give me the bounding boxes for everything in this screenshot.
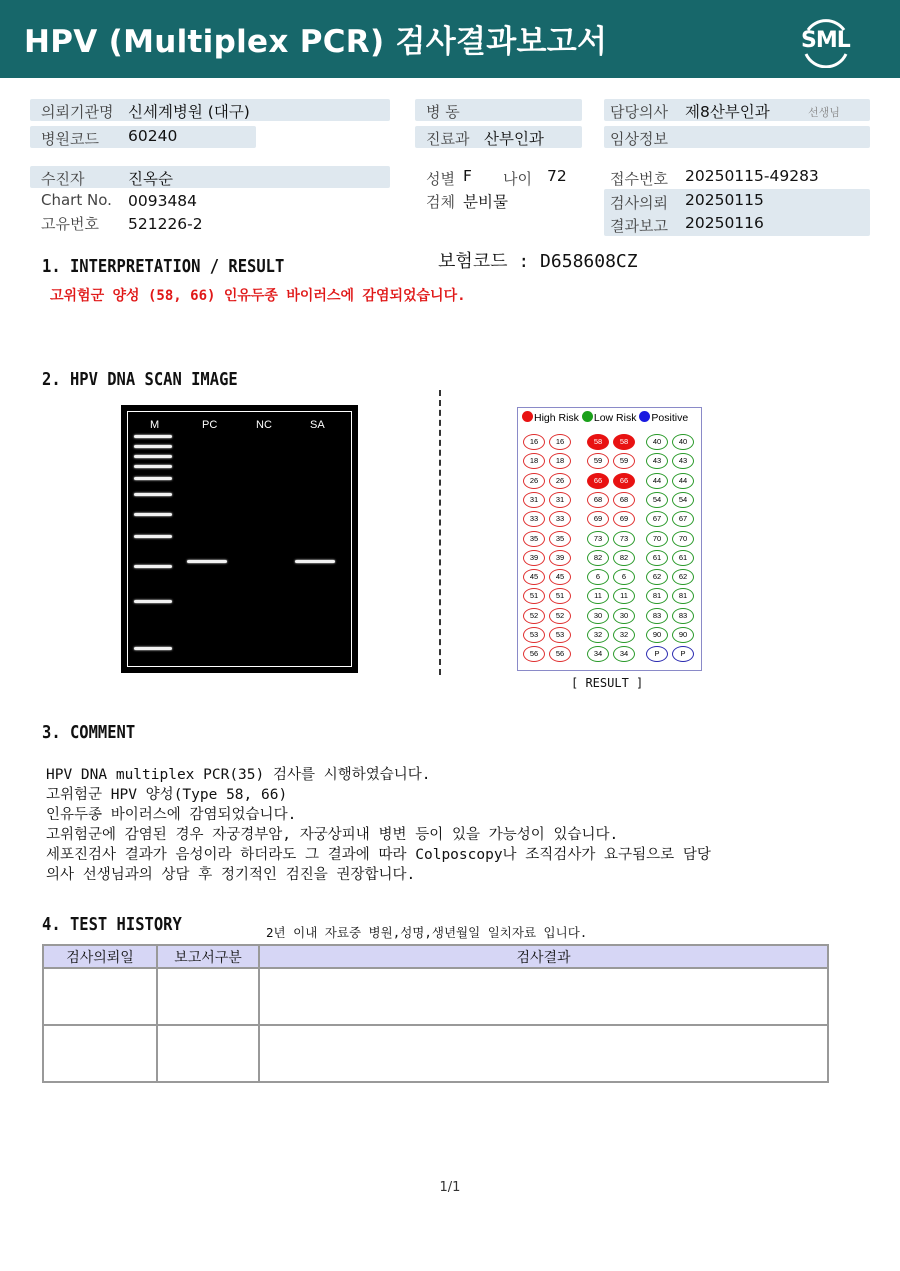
- institution-label: 의뢰기관명: [41, 103, 114, 121]
- insurance-code: 보험코드 : D658608CZ: [438, 251, 638, 272]
- result-caption: [ RESULT ]: [571, 676, 644, 690]
- table-row: [43, 968, 828, 1025]
- sa-band: [295, 560, 335, 563]
- gel-frame: [127, 411, 352, 667]
- marker-band: [134, 600, 172, 603]
- hpv-type-cell: 83: [672, 608, 694, 624]
- hpv-type-cell: 33: [549, 511, 571, 527]
- table-cell: [157, 1025, 259, 1082]
- table-cell: [259, 968, 828, 1025]
- lane-label-sa: SA: [310, 419, 325, 431]
- sex-label: 성별: [426, 170, 455, 188]
- hpv-type-cell: 34: [587, 646, 609, 662]
- doctor-label: 담당의사: [610, 103, 668, 121]
- hpv-type-cell: 40: [672, 434, 694, 450]
- age-label: 나이: [503, 170, 532, 188]
- hpv-result-panel: [517, 407, 702, 671]
- hpv-type-cell: 35: [549, 531, 571, 547]
- comment-line: 고위험군 HPV 양성(Type 58, 66): [46, 787, 288, 803]
- doctor-value: 제8산부인과: [685, 103, 770, 121]
- department-label: 진료과: [426, 130, 470, 148]
- risk-legend: [522, 411, 688, 424]
- hpv-type-cell: 67: [646, 511, 668, 527]
- lane-label-pc: PC: [202, 419, 218, 431]
- table-cell: [157, 968, 259, 1025]
- marker-band: [134, 513, 172, 516]
- hpv-type-cell: 34: [613, 646, 635, 662]
- hpv-type-cell: 53: [523, 627, 545, 643]
- interpretation-result: 고위험군 양성 (58, 66) 인유두종 바이러스에 감염되었습니다.: [50, 288, 466, 304]
- hpv-type-cell: 61: [646, 550, 668, 566]
- hpv-type-cell: 62: [672, 569, 694, 585]
- id-value: 521226-2: [128, 215, 203, 233]
- hpv-type-cell: 11: [587, 588, 609, 604]
- hpv-type-cell: 90: [646, 627, 668, 643]
- hpv-type-cell: 51: [523, 588, 545, 604]
- receipt-value: 20250115-49283: [685, 167, 819, 185]
- comment-line: 인유두종 바이러스에 감염되었습니다.: [46, 807, 297, 823]
- hpv-type-cell: 44: [672, 473, 694, 489]
- hpv-type-cell: 83: [646, 608, 668, 624]
- marker-band: [134, 445, 172, 448]
- comment-text: [46, 765, 711, 885]
- clinical-label: 임상정보: [610, 130, 668, 148]
- hpv-type-cell: 59: [587, 453, 609, 469]
- request-label: 검사의뢰: [610, 194, 668, 212]
- report-header: [0, 0, 900, 78]
- hpv-type-cell: 35: [523, 531, 545, 547]
- hpv-type-cell: 43: [672, 453, 694, 469]
- section-4-heading: 4. TEST HISTORY: [42, 914, 182, 935]
- hpv-type-cell: P: [672, 646, 694, 662]
- hpv-type-cell: 45: [549, 569, 571, 585]
- doctor-suffix: 선생님: [808, 106, 840, 119]
- comment-line: 세포진검사 결과가 음성이라 하더라도 그 결과에 따라 Colposcopy나 조직검사가 요구됨으로 담당: [46, 847, 711, 863]
- marker-band: [134, 455, 172, 458]
- hpv-type-cell: 69: [613, 511, 635, 527]
- hpv-type-cell: 30: [613, 608, 635, 624]
- hpv-type-cell: 40: [646, 434, 668, 450]
- hpv-type-cell: 82: [613, 550, 635, 566]
- section-2-heading: 2. HPV DNA SCAN IMAGE: [42, 369, 238, 390]
- request-value: 20250115: [685, 191, 764, 209]
- patient-value: 진옥순: [128, 170, 173, 188]
- hpv-type-cell: 90: [672, 627, 694, 643]
- hpv-type-cell: 32: [587, 627, 609, 643]
- hpv-type-cell: P: [646, 646, 668, 662]
- hpv-type-cell: 54: [672, 492, 694, 508]
- age-value: 72: [547, 167, 567, 185]
- report-title: HPV (Multiplex PCR) 검사결과보고서: [24, 24, 608, 60]
- hpv-type-cell: 18: [523, 453, 545, 469]
- receipt-label: 접수번호: [610, 170, 668, 188]
- table-cell: [43, 1025, 157, 1082]
- sml-logo: [798, 14, 854, 68]
- marker-band: [134, 535, 172, 538]
- table-cell: [43, 968, 157, 1025]
- hpv-type-cell: 82: [587, 550, 609, 566]
- col-request-date: 검사의뢰일: [43, 945, 157, 968]
- specimen-value: 분비물: [463, 193, 508, 211]
- test-history-table: [42, 944, 829, 1083]
- hpv-type-cell: 16: [549, 434, 571, 450]
- hpv-type-cell: 31: [549, 492, 571, 508]
- legend-low-risk: Low Risk: [593, 412, 637, 424]
- hpv-type-cell: 68: [613, 492, 635, 508]
- lane-label-m: M: [150, 419, 160, 431]
- hospital-code-value: 60240: [128, 127, 178, 145]
- gel-electrophoresis-image: [122, 406, 357, 672]
- hpv-type-cell: 58: [587, 434, 609, 450]
- legend-positive: Positive: [651, 412, 689, 424]
- patient-label: 수진자: [41, 170, 85, 188]
- lane-label-nc: NC: [256, 419, 272, 431]
- hpv-type-cell: 73: [587, 531, 609, 547]
- hpv-type-cell: 43: [646, 453, 668, 469]
- section-1-heading: 1. INTERPRETATION / RESULT: [42, 256, 285, 277]
- page-number: 1/1: [439, 1180, 461, 1195]
- col-report-type: 보고서구분: [157, 945, 259, 968]
- hpv-type-cell: 26: [523, 473, 545, 489]
- hospital-code-label: 병원코드: [41, 130, 99, 148]
- hpv-type-cell: 33: [523, 511, 545, 527]
- id-label: 고유번호: [41, 215, 99, 233]
- hpv-type-cell: 62: [646, 569, 668, 585]
- marker-band: [134, 565, 172, 568]
- hpv-type-cell: 39: [523, 550, 545, 566]
- marker-band: [134, 477, 172, 480]
- chart-value: 0093484: [128, 192, 198, 210]
- hpv-type-cell: 81: [646, 588, 668, 604]
- ward-label: 병 동: [426, 103, 460, 121]
- hpv-type-cell: 69: [587, 511, 609, 527]
- marker-band: [134, 647, 172, 650]
- hpv-type-cell: 44: [646, 473, 668, 489]
- hpv-type-cell: 16: [523, 434, 545, 450]
- hpv-type-cell: 52: [549, 608, 571, 624]
- image-divider: [439, 390, 441, 675]
- comment-line: 의사 선생님과의 상담 후 정기적인 검진을 권장합니다.: [46, 867, 416, 883]
- col-result: 검사결과: [259, 945, 828, 968]
- hpv-type-cell: 59: [613, 453, 635, 469]
- hpv-type-cell: 81: [672, 588, 694, 604]
- hpv-type-cell: 53: [549, 627, 571, 643]
- comment-line: 고위험군에 감염된 경우 자궁경부암, 자궁상피내 병변 등이 있을 가능성이 있습니다.: [46, 827, 619, 843]
- hpv-type-cell: 56: [523, 646, 545, 662]
- hpv-type-cell: 31: [523, 492, 545, 508]
- hpv-type-cell: 45: [523, 569, 545, 585]
- marker-band: [134, 465, 172, 468]
- pc-band: [187, 560, 227, 563]
- hpv-type-cell: 73: [613, 531, 635, 547]
- specimen-label: 검체: [426, 193, 455, 211]
- hpv-type-cell: 66: [613, 473, 635, 489]
- hpv-type-cell: 56: [549, 646, 571, 662]
- comment-line: HPV DNA multiplex PCR(35) 검사를 시행하였습니다.: [46, 767, 431, 783]
- logo-text: SML: [801, 28, 850, 53]
- hpv-type-cell: 61: [672, 550, 694, 566]
- positive-dot-icon: [639, 411, 650, 422]
- hpv-type-cell: 18: [549, 453, 571, 469]
- hpv-type-cell: 68: [587, 492, 609, 508]
- hpv-type-cell: 52: [523, 608, 545, 624]
- hpv-type-cell: 51: [549, 588, 571, 604]
- report-label: 결과보고: [610, 217, 668, 235]
- marker-band: [134, 493, 172, 496]
- table-row: [43, 1025, 828, 1082]
- hpv-type-cell: 6: [613, 569, 635, 585]
- hpv-type-cell: 67: [672, 511, 694, 527]
- table-header-row: [43, 945, 828, 968]
- sex-value: F: [463, 167, 472, 185]
- hpv-type-cell: 70: [672, 531, 694, 547]
- chart-label: Chart No.: [41, 191, 112, 209]
- hpv-type-cell: 39: [549, 550, 571, 566]
- hpv-type-cell: 6: [587, 569, 609, 585]
- hpv-type-cell: 66: [587, 473, 609, 489]
- hpv-type-cell: 58: [613, 434, 635, 450]
- section-3-heading: 3. COMMENT: [42, 722, 136, 743]
- legend-high-risk: High Risk: [534, 412, 579, 424]
- table-cell: [259, 1025, 828, 1082]
- report-value: 20250116: [685, 214, 764, 232]
- hpv-type-cell: 70: [646, 531, 668, 547]
- hpv-type-cell: 26: [549, 473, 571, 489]
- marker-band: [134, 435, 172, 438]
- low-risk-dot-icon: [582, 411, 593, 422]
- institution-value: 신세계병원 (대구): [128, 103, 250, 121]
- high-risk-dot-icon: [522, 411, 533, 422]
- hpv-type-cell: 54: [646, 492, 668, 508]
- hpv-type-cell: 30: [587, 608, 609, 624]
- hpv-type-cell: 11: [613, 588, 635, 604]
- department-value: 산부인과: [484, 130, 544, 148]
- history-note: 2년 이내 자료중 병원,성명,생년월일 일치자료 입니다.: [266, 925, 588, 940]
- hpv-type-cell: 32: [613, 627, 635, 643]
